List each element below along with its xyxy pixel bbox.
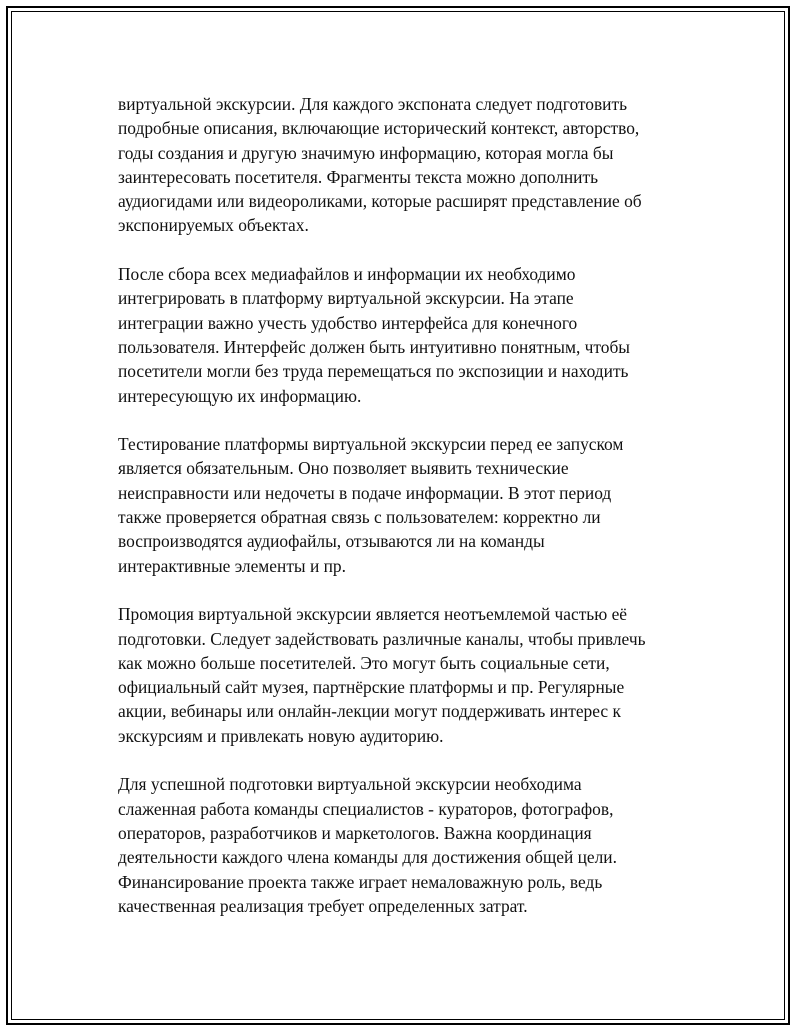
text-line: официальный сайт музея, партнёрские платформы и пр. Регулярные [118,677,625,698]
text-line: посетители могли без труда перемещаться по экспозиции и находить [118,361,629,382]
text-line: Промоция виртуальной экскурсии является неотъемлемой частью её [118,604,628,625]
text-line: слаженная работа команды специалистов - кураторов, фотографов, [118,798,614,819]
text-line: подробные описания, включающие исторический контекст, авторство, [118,118,640,139]
text-line: пользователя. Интерфейс должен быть интуитивно понятным, чтобы [118,336,630,357]
paragraph-2 [118,262,698,408]
paragraph-4 [118,602,698,748]
text-line: Финансирование проекта также играет немаловажную роль, ведь [118,871,603,892]
text-line: качественная реализация требует определенных затрат. [118,895,528,916]
text-line: После сбора всех медиафайлов и информации их необходимо [118,264,576,285]
text-line: также проверяется обратная связь с пользователем: корректно ли [118,507,601,528]
paragraph-3 [118,432,698,578]
text-line: заинтересовать посетителя. Фрагменты текста можно дополнить [118,166,599,187]
text-line: экскурсиям и привлекать новую аудиторию. [118,725,444,746]
paragraph-5 [118,772,698,918]
text-line: неисправности или недочеты в подаче информации. В этот период [118,482,612,503]
text-line: Для успешной подготовки виртуальной экскурсии необходима [118,774,582,795]
text-line: годы создания и другую значимую информацию, которая могла бы [118,142,614,163]
text-line: интегрировать в платформу виртуальной экскурсии. На этапе [118,288,574,309]
text-line: воспроизводятся аудиофайлы, отзываются ли на команды [118,531,545,552]
text-line: аудиогидами или видеороликами, которые расширят представление об [118,191,642,212]
text-line: экспонируемых объектах. [118,215,309,236]
text-line: интеграции важно учесть удобство интерфейса для конечного [118,312,578,333]
text-line: подготовки. Следует задействовать различные каналы, чтобы привлечь [118,628,646,649]
text-line: акции, вебинары или онлайн-лекции могут поддерживать интерес к [118,701,621,722]
text-line: операторов, разработчиков и маркетологов. Важна координация [118,822,592,843]
text-line: виртуальной экскурсии. Для каждого экспоната следует подготовить [118,94,628,114]
text-line: является обязательным. Оно позволяет выявить технические [118,458,569,479]
paragraph-1 [118,92,698,238]
text-line: как можно больше посетителей. Это могут быть социальные сети, [118,652,610,673]
text-line: Тестирование платформы виртуальной экскурсии перед ее запуском [118,434,624,455]
text-line: деятельности каждого члена команды для достижения общей цели. [118,847,617,868]
text-line: интерактивные элементы и пр. [118,555,346,576]
text-line: интересующую их информацию. [118,385,362,406]
document-body [118,92,698,942]
